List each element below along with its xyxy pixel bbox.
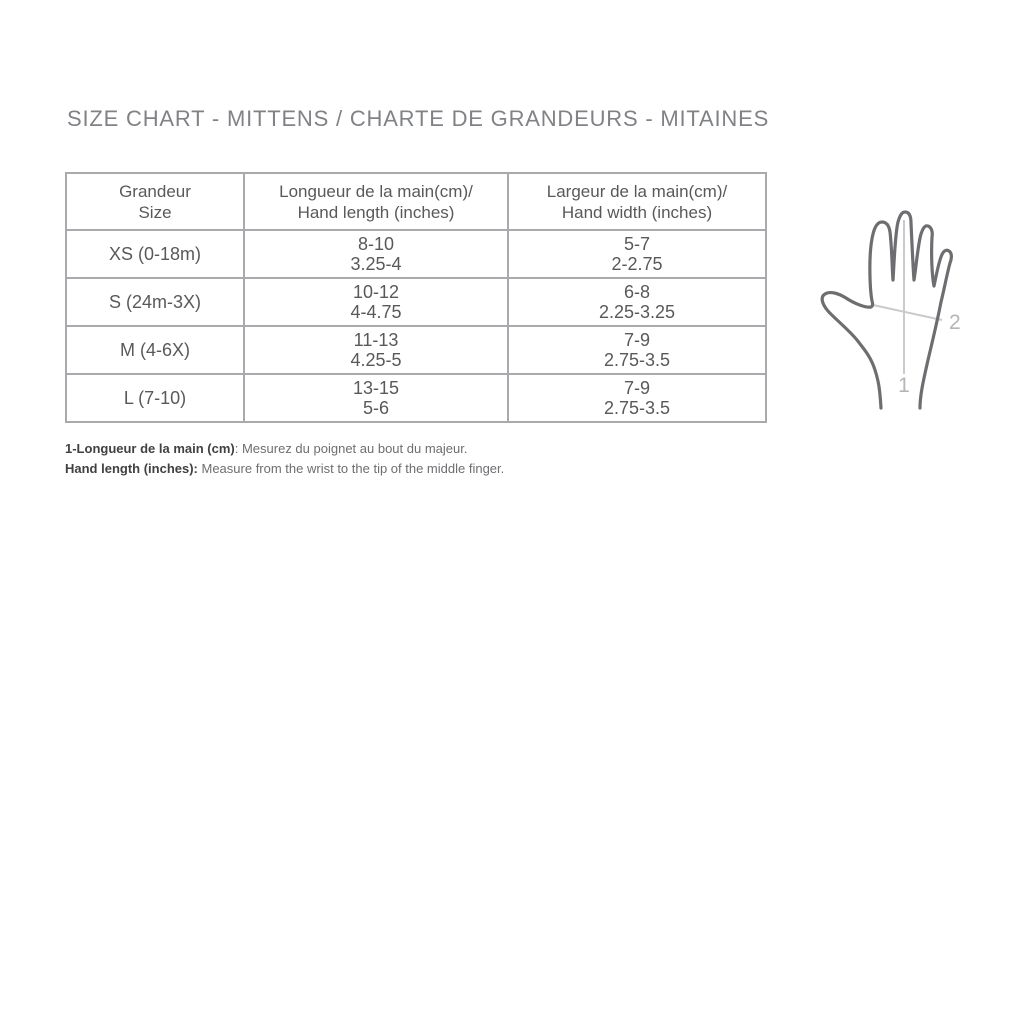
hand-length-inches: 3.25-4 [350,254,402,274]
hand-width-measure-line [873,305,942,320]
table-row-s [66,278,766,326]
hand-length-inches: 5-6 [362,398,389,418]
header-width-line-en: Hand width (inches) [561,202,713,222]
table-row-m [66,326,766,374]
cell-size: M (4-6X) [66,326,244,374]
table-row-xs [66,230,766,278]
hand-length-cm: 13-15 [352,378,400,398]
footnote-french-text: : Mesurez du poignet au bout du majeur. [234,441,468,456]
cell-hand-width [508,374,766,422]
header-hand-length-column [244,173,508,230]
hand-width-cm: 7-9 [623,378,650,398]
footnote-english-term: Hand length (inches): [65,461,198,476]
cell-size: XS (0-18m) [66,230,244,278]
footnote-english-text: Measure from the wrist to the tip of the middle finger. [197,461,505,476]
cell-size: L (7-10) [66,374,244,422]
table-row-l [66,374,766,422]
hand-width-cm: 7-9 [623,330,650,350]
cell-hand-length [244,374,508,422]
footnote-english [65,462,504,476]
cell-hand-width [508,278,766,326]
header-length-line-en: Hand length (inches) [297,202,455,222]
cell-hand-length [244,230,508,278]
hand-width-inches: 2.75-3.5 [603,398,671,418]
hand-width-label: 2 [949,311,961,334]
hand-length-inches: 4.25-5 [350,350,402,370]
cell-hand-length [244,278,508,326]
hand-width-cm: 5-7 [623,234,650,254]
hand-length-label: 1 [898,374,910,397]
header-size-column [66,173,244,230]
hand-measurement-diagram [818,194,970,416]
header-length-line-fr: Longueur de la main(cm)/ [279,181,473,201]
footnotes [65,442,504,482]
size-chart-table [65,172,767,423]
cell-hand-width [508,230,766,278]
page-title: SIZE CHART - MITTENS / CHARTE DE GRANDEURS - MITAINES [67,106,770,131]
table-header-row [66,173,766,230]
hand-length-cm: 11-13 [353,330,399,350]
header-size-line-fr: Grandeur [119,181,191,201]
cell-size: S (24m-3X) [66,278,244,326]
hand-length-inches: 4-4.75 [350,302,402,322]
hand-width-inches: 2.25-3.25 [598,302,676,322]
hand-width-inches: 2.75-3.5 [603,350,671,370]
footnote-french-term: 1-Longueur de la main (cm) [65,441,235,456]
header-width-line-fr: Largeur de la main(cm)/ [546,181,728,201]
hand-outline [822,212,951,408]
hand-length-cm: 10-12 [352,282,400,302]
hand-width-inches: 2-2.75 [611,254,663,274]
header-size-line-en: Size [138,202,172,222]
header-hand-width-column [508,173,766,230]
hand-width-cm: 6-8 [623,282,650,302]
footnote-french [65,442,504,456]
cell-hand-width [508,326,766,374]
hand-length-cm: 8-10 [357,234,395,254]
cell-hand-length [244,326,508,374]
